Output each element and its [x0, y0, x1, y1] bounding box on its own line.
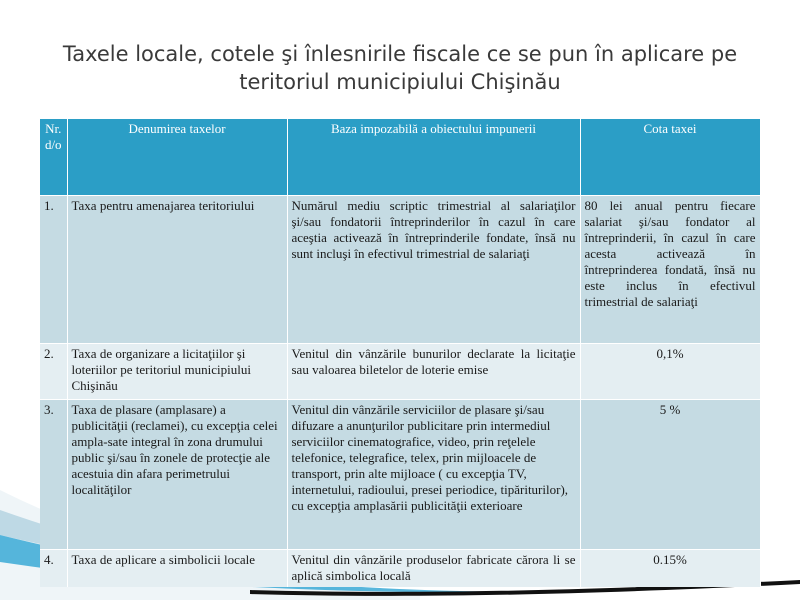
- table-header-row: [40, 119, 760, 195]
- row-name: Taxa de aplicare a simbolicii locale: [67, 549, 287, 587]
- row-base: Venitul din vânzările produselor fabricate cărora li se aplică simbolica locală: [287, 549, 580, 587]
- row-nr: 2.: [40, 343, 67, 399]
- row-rate: 5 %: [580, 399, 760, 549]
- row-rate: 80 lei anual pentru fiecare salariat şi/sau fondator al întreprinderii, în cazul în care acesta activează în întreprinderea fondată, însă nu este inclus în efectivul trimestrial de salariaţi: [580, 195, 760, 343]
- table-row: [40, 343, 760, 399]
- table-row: [40, 399, 760, 549]
- page-title: Taxele locale, cotele şi înlesnirile fiscale ce se pun în aplicare pe teritoriul municipiului Chişinău: [62, 42, 738, 94]
- row-nr: 3.: [40, 399, 67, 549]
- row-base: Numărul mediu scriptic trimestrial al salariaţilor şi/sau fondatorii întreprinderilor în cazul în care aceştia activează în întreprinderile fondate, însă nu sunt incluşi în efectivul trimestrial de salariaţi: [287, 195, 580, 343]
- table-row: [40, 549, 760, 587]
- header-name: Denumirea taxelor: [67, 119, 287, 195]
- taxes-table: [40, 119, 761, 587]
- taxes-table-container: [40, 119, 760, 587]
- header-base: Baza impozabilă a obiectului impunerii: [287, 119, 580, 195]
- header-rate: Cota taxei: [580, 119, 760, 195]
- row-base: Venitul din vânzările serviciilor de plasare şi/sau difuzare a anunţurilor publicitare prin intermediul serviciilor cinematografice, video, prin reţelele telefonice, telegrafice, telex, prin mijloacele de transport, prin alte mijloace ( cu excepţia TV, internetului, radioului, presei periodice, tipăriturilor), cu excepţia amplasării publicităţii exterioare: [287, 399, 580, 549]
- row-name: Taxa de plasare (amplasare) a publicităţii (reclamei), cu excepţia celei ampla-sate integral în zona drumului public şi/sau în zonele de protecţie ale acestuia din afara perimetrului localităţilor: [67, 399, 287, 549]
- row-nr: 1.: [40, 195, 67, 343]
- row-name: Taxa de organizare a licitaţiilor şi loteriilor pe teritoriul municipiului Chişinău: [67, 343, 287, 399]
- row-nr: 4.: [40, 549, 67, 587]
- row-rate: 0.15%: [580, 549, 760, 587]
- table-row: [40, 195, 760, 343]
- row-name: Taxa pentru amenajarea teritoriului: [67, 195, 287, 343]
- row-rate: 0,1%: [580, 343, 760, 399]
- header-nr: Nr.d/o: [40, 119, 67, 195]
- row-base: Venitul din vânzările bunurilor declarate la licitaţie sau valoarea biletelor de loterie emise: [287, 343, 580, 399]
